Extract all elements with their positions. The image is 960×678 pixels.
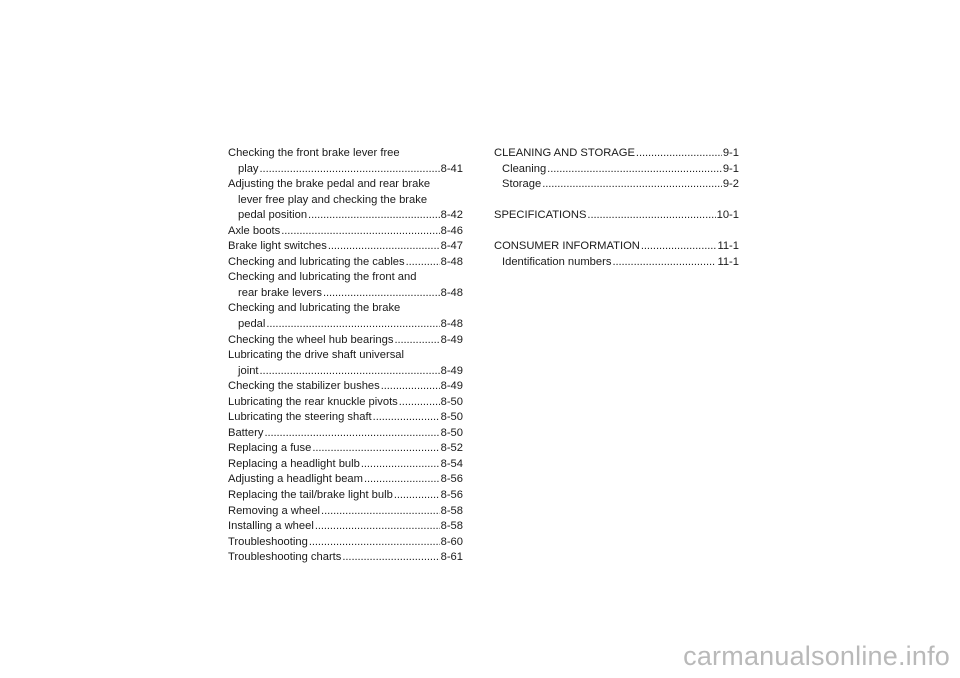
toc-entry-title: Brake light switches	[228, 240, 327, 253]
toc-entry-title: Checking the front brake lever free	[228, 147, 400, 159]
toc-page-number: 8-58	[440, 504, 463, 517]
toc-entry-title: Storage	[502, 178, 542, 191]
toc-entry-title: Adjusting a headlight beam	[228, 473, 363, 486]
toc-page-number: 8-50	[440, 411, 463, 424]
dot-leader	[547, 162, 722, 178]
toc-entry-title: Axle boots	[228, 224, 281, 237]
toc-page-number: 8-49	[440, 380, 463, 393]
toc-entry-title: Adjusting the brake pedal and rear brake	[228, 178, 431, 191]
toc-entry	[228, 472, 463, 488]
toc-entry-title: Lubricating the steering shaft	[228, 411, 372, 424]
dot-leader	[323, 286, 440, 302]
toc-entry	[228, 395, 463, 411]
toc-entry	[228, 301, 463, 332]
watermark-text: carmanualsonline.info	[683, 641, 950, 671]
toc-entry-title: play	[238, 162, 259, 175]
toc-page-number: 8-60	[440, 535, 463, 548]
toc-entry	[228, 348, 463, 379]
toc-entry-title: Troubleshooting	[228, 535, 308, 548]
toc-entry	[228, 426, 463, 442]
dot-leader	[315, 519, 440, 535]
toc-entry	[228, 146, 463, 177]
dot-leader	[406, 255, 440, 271]
toc-entry	[228, 550, 463, 566]
toc-page-number: 8-61	[440, 551, 463, 564]
dot-leader	[612, 255, 716, 271]
toc-page-number: 8-48	[440, 318, 463, 331]
toc-entry-title: pedal	[238, 318, 266, 331]
dot-leader	[587, 208, 715, 224]
dot-leader	[260, 162, 440, 178]
toc-page-number: 8-48	[440, 255, 463, 268]
dot-leader	[264, 426, 439, 442]
toc-entry	[228, 379, 463, 395]
toc-page-number: 8-42	[440, 209, 463, 222]
toc-entry	[228, 519, 463, 535]
dot-leader	[328, 239, 440, 255]
toc-entry-title: Checking the stabilizer bushes	[228, 380, 380, 393]
toc-page-number: 8-50	[440, 426, 463, 439]
dot-leader	[381, 379, 440, 395]
toc-entry-title: Replacing the tail/brake light bulb	[228, 489, 393, 502]
toc-page-number: 8-56	[440, 473, 463, 486]
toc-page-number: 8-58	[440, 520, 463, 533]
toc-entry-title: Replacing a fuse	[228, 442, 312, 455]
toc-entry-title: pedal position	[238, 209, 308, 222]
dot-leader	[321, 504, 440, 520]
dot-leader	[399, 395, 440, 411]
dot-leader	[636, 146, 722, 162]
toc-page-number: 8-49	[440, 333, 463, 346]
toc-left-column	[228, 146, 463, 566]
toc-entry	[494, 255, 739, 271]
toc-page-number: 8-52	[440, 442, 463, 455]
dot-leader	[394, 333, 439, 349]
toc-page-number: 8-46	[440, 224, 463, 237]
dot-leader	[364, 472, 440, 488]
dot-leader	[260, 364, 440, 380]
toc-entry	[494, 162, 739, 178]
dot-leader	[308, 208, 440, 224]
dot-leader	[309, 535, 440, 551]
toc-entry	[228, 441, 463, 457]
toc-page-number: 8-56	[440, 489, 463, 502]
toc-entry	[228, 488, 463, 504]
toc-entry	[494, 146, 739, 162]
toc-page-number: 8-49	[440, 364, 463, 377]
toc-entry-title: CONSUMER INFORMATION	[494, 240, 640, 253]
toc-entry	[228, 410, 463, 426]
toc-page-number: 8-54	[440, 457, 463, 470]
toc-entry	[228, 535, 463, 551]
toc-entry-title: Removing a wheel	[228, 504, 321, 517]
dot-leader	[394, 488, 440, 504]
toc-right-column	[494, 146, 739, 270]
toc-entry-title: Replacing a headlight bulb	[228, 457, 360, 470]
toc-entry	[228, 255, 463, 271]
toc-entry-title: Battery	[228, 426, 264, 439]
toc-page-number: 8-50	[440, 395, 463, 408]
toc-entry-title: Checking and lubricating the brake	[228, 302, 401, 315]
toc-page-number: 8-41	[440, 162, 463, 175]
toc-entry	[228, 457, 463, 473]
toc-page-number: 9-1	[722, 147, 739, 159]
toc-entry-title: Troubleshooting charts	[228, 551, 342, 564]
toc-page-number: 10-1	[716, 209, 739, 222]
dot-leader	[342, 550, 439, 566]
toc-entry-title: Lubricating the rear knuckle pivots	[228, 395, 398, 408]
toc-page-number: 11-1	[717, 255, 739, 268]
toc-page-number: 8-48	[440, 286, 463, 299]
toc-entry-title: Checking the wheel hub bearings	[228, 333, 394, 346]
toc-entry-title: Lubricating the drive shaft universal	[228, 349, 404, 362]
toc-entry	[228, 239, 463, 255]
dot-leader	[373, 410, 440, 426]
toc-entry	[228, 504, 463, 520]
dot-leader	[312, 441, 439, 457]
toc-entry-title: SPECIFICATIONS	[494, 209, 587, 222]
dot-leader	[281, 224, 439, 240]
toc-entry-title: lever free play and checking the brake	[238, 193, 428, 206]
toc-entry-title: Installing a wheel	[228, 520, 314, 533]
toc-entry	[228, 333, 463, 349]
toc-page-number: 9-1	[722, 162, 739, 175]
toc-entry-title: Checking and lubricating the front and	[228, 271, 417, 284]
toc-entry-title: Cleaning	[502, 162, 547, 175]
dot-leader	[266, 317, 439, 333]
toc-entry	[228, 270, 463, 301]
toc-entry-title: Checking and lubricating the cables	[228, 255, 405, 268]
toc-page-number: 8-47	[440, 240, 463, 253]
dot-leader	[542, 177, 722, 193]
toc-entry	[228, 224, 463, 240]
toc-entry-title: joint	[238, 364, 259, 377]
section-gap	[494, 193, 739, 209]
dot-leader	[361, 457, 440, 473]
toc-entry	[494, 239, 739, 255]
toc-page-number: 11-1	[717, 240, 739, 253]
toc-entry-title: Identification numbers	[502, 255, 612, 268]
toc-entry	[494, 208, 739, 224]
dot-leader	[641, 239, 717, 255]
toc-entry	[494, 177, 739, 193]
toc-entry-title: CLEANING AND STORAGE	[494, 147, 635, 159]
toc-entry-title: rear brake levers	[238, 286, 322, 299]
section-gap	[494, 224, 739, 240]
toc-entry	[228, 177, 463, 224]
toc-page-number: 9-2	[722, 178, 739, 191]
